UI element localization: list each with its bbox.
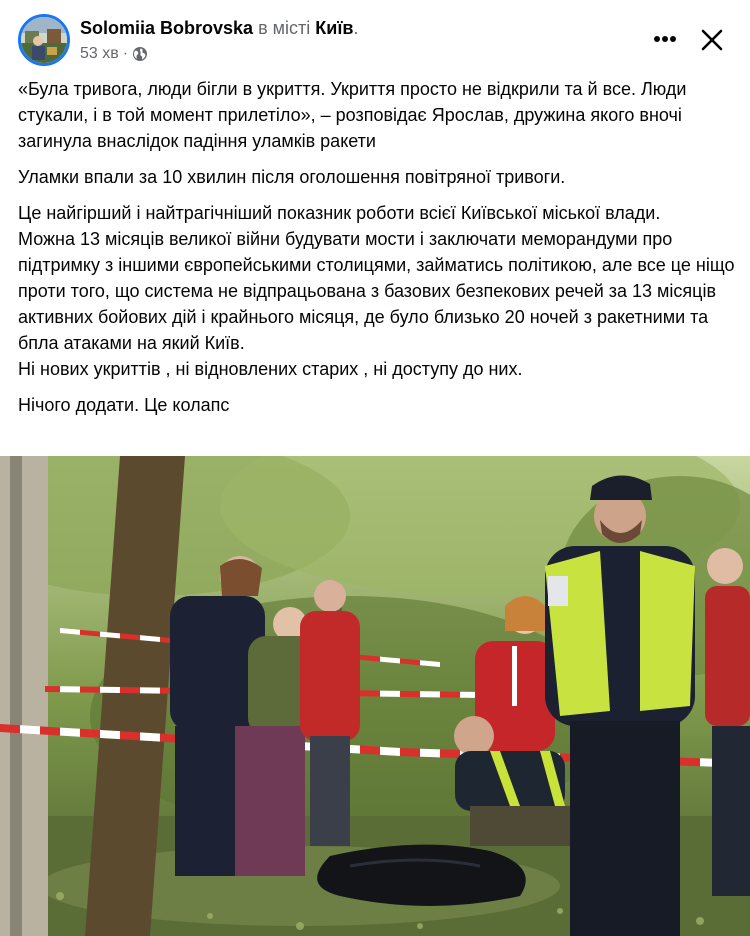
photo-illustration (0, 456, 750, 936)
post-paragraph-3: Це найгірший і найтрагічніший показник роботи всієї Київської міської влади. Можна 13 місяців великої війни будувати мости і заключати меморандуми про підтримку з іншими європейськими столицями, займатись політикою, але все це ніщо проти того, що система не відпрацьована з базових безпекових речей за 13 місяців активних бойових дій і крайнього місяця, де було близько 20 ночей з ракетними та бпла атаками на який Київ. Ні нових укриттів , ні відновлених старих , ні доступу до них. (18, 203, 735, 379)
close-icon (701, 29, 723, 51)
meta-separator: · (122, 45, 129, 62)
location-preposition: в місті (258, 18, 311, 38)
post-text (18, 76, 738, 428)
more-options-button[interactable] (645, 22, 685, 56)
author-line (80, 17, 358, 39)
close-button[interactable] (692, 20, 732, 60)
author-avatar[interactable] (18, 14, 70, 66)
avatar-image (21, 17, 67, 63)
post-header (0, 0, 750, 70)
globe-icon[interactable] (132, 46, 148, 62)
author-name[interactable]: Solomiia Bobrovska (80, 18, 254, 38)
post-timestamp[interactable]: 53 хв (80, 45, 119, 62)
post-meta (80, 44, 148, 64)
location-city[interactable]: Київ (315, 18, 354, 38)
more-options-icon (653, 35, 677, 43)
author-line-period: . (353, 18, 359, 38)
post-paragraph-1: «Була тривога, люди бігли в укриття. Укриття просто не відкрили та й все. Люди стукали, і в той момент прилетіло», – розповідає Ярослав, дружина якого вночі загинула внаслідок падіння уламків ракети (18, 79, 687, 151)
post-photo[interactable] (0, 456, 750, 936)
post-paragraph-4: Нічого додати. Це колапс (18, 395, 230, 415)
post-paragraph-2: Уламки впали за 10 хвилин після оголошення повітряної тривоги. (18, 167, 566, 187)
